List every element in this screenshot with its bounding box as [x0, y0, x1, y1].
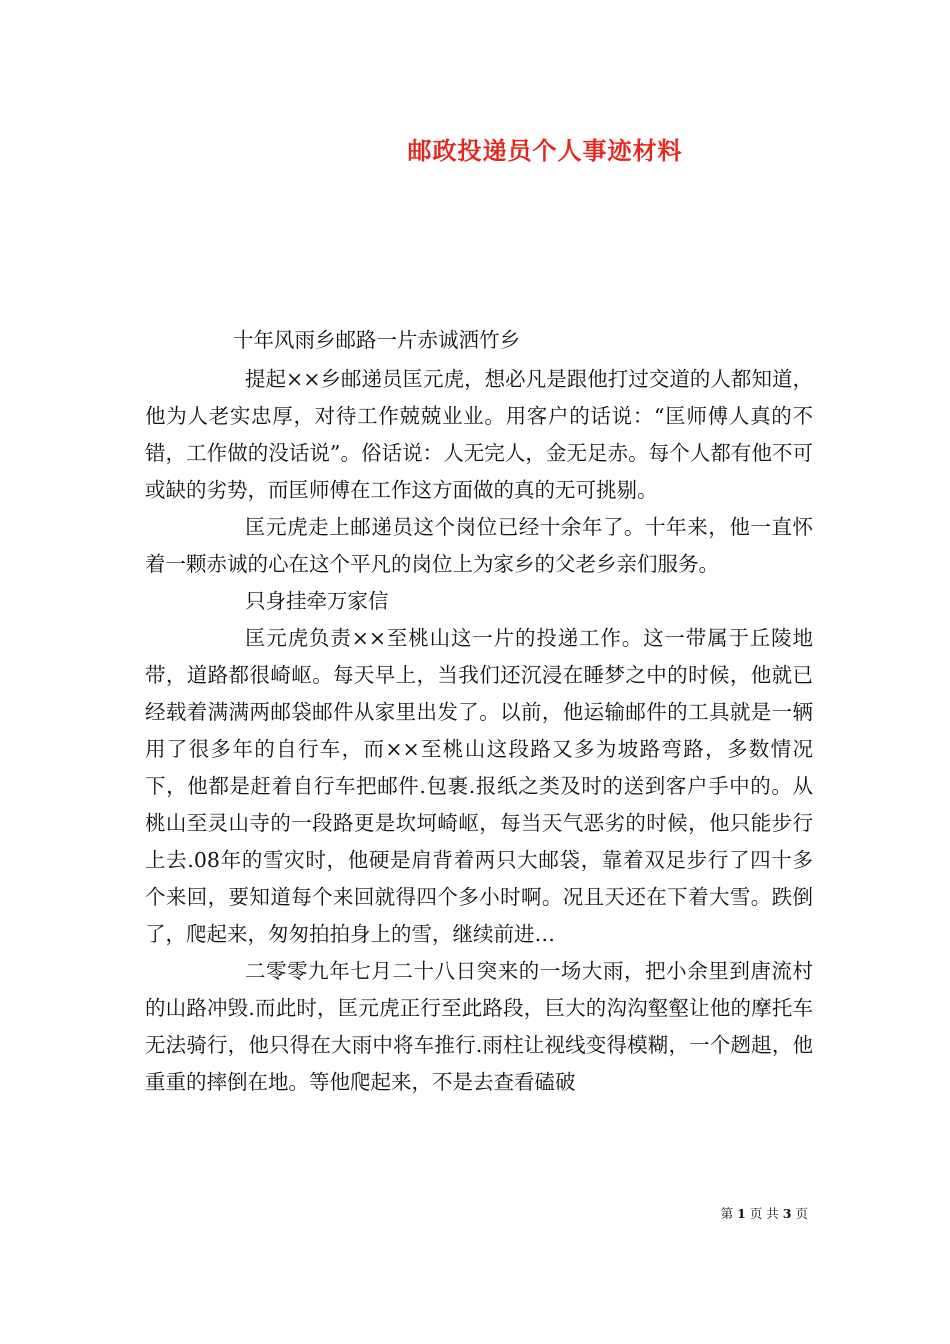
total-pages-number: 3: [782, 1206, 792, 1221]
paragraph-1: 提起××乡邮递员匡元虎，想必凡是跟他打过交道的人都知道，他为人老实忠厚，对待工作兢兢业业。用客户的话说：“匡师傅人真的不错，工作做的没话说”。俗话说：人无完人，金无足赤。每个人都有他不可或缺的劣势，而匡师傅在工作这方面做的真的无可挑剔。: [145, 367, 813, 502]
document-body: [145, 361, 813, 1101]
document-title: 邮政投递员个人事迹材料: [407, 136, 683, 165]
footer-prefix: 第: [720, 1206, 734, 1221]
document-subtitle: 十年风雨乡邮路一片赤诚洒竹乡: [233, 328, 520, 352]
paragraph-3: 匡元虎负责××至桃山这一片的投递工作。这一带属于丘陵地带，道路都很崎岖。每天早上，当我们还沉浸在睡梦之中的时候，他就已经载着满满两邮袋邮件从家里出发了。以前，他运输邮件的工具就是一辆用了很多年的自行车，而××至桃山这段路又多为坡路弯路，多数情况下，他都是赶着自行车把邮件.包裹.报纸之类及时的送到客户手中的。从桃山至灵山寺的一段路更是坎坷崎岖，每当天气恶劣的时候，他只能步行上去.08年的雪灾时，他硬是肩背着两只大邮袋，靠着双足步行了四十多个来回，要知道每个来回就得四个多小时啊。况且天还在下着大雪。跌倒了，爬起来，匆匆拍拍身上的雪，继续前进…: [145, 626, 813, 946]
page-footer: [721, 1206, 808, 1222]
footer-suffix: 页: [795, 1206, 808, 1221]
footer-middle: 页 共: [749, 1206, 779, 1221]
paragraph-2: 匡元虎走上邮递员这个岗位已经十余年了。十年来，他一直怀着一颗赤诚的心在这个平凡的岗位上为家乡的父老乡亲们服务。: [145, 515, 813, 576]
section-heading: 只身挂牵万家信: [245, 589, 389, 613]
paragraph-4: 二零零九年七月二十八日突来的一场大雨，把小余里到唐流村的山路冲毁.而此时，匡元虎正行至此路段，巨大的沟沟壑壑让他的摩托车无法骑行，他只得在大雨中将车推行.雨柱让视线变得模糊，一个趔趄，他重重的摔倒在地。等他爬起来，不是去查看磕破: [145, 959, 813, 1094]
current-page-number: 1: [737, 1206, 746, 1221]
